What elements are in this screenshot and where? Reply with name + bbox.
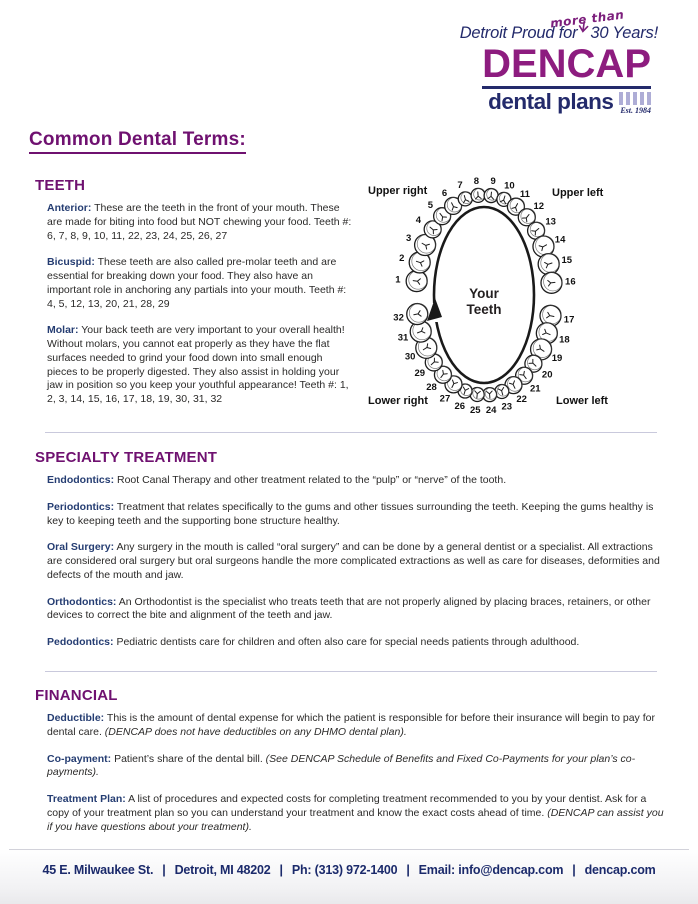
footer-contact-line	[0, 863, 698, 877]
section-divider	[45, 671, 657, 672]
section-heading-teeth: TEETH	[35, 177, 86, 194]
footer-rule	[9, 849, 689, 850]
footer-item: 45 E. Milwaukee St.	[42, 863, 154, 877]
tooth-16	[541, 272, 576, 293]
term-text: An Orthodontist is the specialist who treats teeth that are not properly aligned by placing braces, retainers, or other devices to correct the bite and alignment of the teeth and jaw.	[47, 595, 651, 622]
svg-text:14: 14	[554, 234, 566, 246]
logo-established-label: Est. 1984	[620, 106, 651, 115]
term-label: Anterior:	[47, 202, 92, 214]
svg-text:25: 25	[470, 404, 481, 416]
section-heading-financial: FINANCIAL	[35, 687, 118, 704]
term-label: Orthodontics:	[47, 595, 117, 608]
section-specialty-treatment	[35, 449, 667, 663]
term-text: Pediatric dentists care for children and often also care for special needs patients through adulthood.	[116, 636, 580, 648]
term-text: Patient’s share of the dental bill.	[114, 752, 263, 765]
term-text: These teeth are also called pre-molar teeth and are essential for breaking down your food. They also have an important role in anchoring any partials into your mouth. Teeth #: 4, 5, 12, 13, 20, 21, 28, 29	[47, 256, 347, 310]
section-divider	[45, 432, 657, 433]
term-note: (DENCAP does not have deductibles on any DHMO dental plan).	[104, 725, 407, 738]
term-definition-oral-surgery	[47, 541, 667, 582]
tooth-chart-svg	[358, 172, 692, 422]
term-text: Root Canal Therapy and other treatment related to the “pulp” or “nerve” of the tooth.	[117, 474, 507, 486]
svg-text:31: 31	[397, 332, 409, 344]
section-financial	[35, 687, 667, 847]
term-definition-anterior	[47, 202, 355, 243]
svg-text:20: 20	[541, 369, 553, 381]
footer-item: dencap.com	[584, 863, 656, 877]
tagline-part2: 30 Years!	[590, 24, 658, 42]
term-definition-deductible	[47, 712, 667, 740]
tooth-24	[483, 388, 498, 416]
brand-logo-wordmark: DENCAP	[482, 42, 651, 86]
svg-text:11: 11	[519, 188, 530, 200]
svg-text:23: 23	[501, 401, 513, 413]
term-note: (See DENCAP Schedule of Benefits and Fixed Co-Payments for your plan’s co-payments).	[47, 752, 636, 779]
svg-text:32: 32	[393, 312, 404, 324]
svg-text:6: 6	[441, 188, 448, 200]
footer-separator: |	[406, 863, 410, 877]
tooth-9	[484, 176, 498, 202]
term-definition-bicuspid	[47, 256, 355, 311]
tagline-script-note: more than	[549, 7, 625, 31]
term-definition-pedodontics	[47, 636, 667, 650]
term-text: A list of procedures and expected costs for completing treatment recommended to you by your dentist. Ask for a copy of your treatment plan so you can understand your treatment and know the exact costs ahead of time.	[47, 793, 647, 819]
svg-text:26: 26	[454, 400, 466, 412]
term-definition-treatment-plan	[47, 793, 667, 834]
svg-text:21: 21	[530, 383, 541, 395]
tooth-chart	[358, 172, 692, 422]
svg-text:27: 27	[439, 393, 451, 405]
page-footer	[0, 849, 698, 904]
svg-text:10: 10	[504, 180, 515, 192]
footer-item: Detroit, MI 48202	[174, 863, 271, 877]
label-upper-left: Upper left	[552, 187, 604, 199]
label-lower-left: Lower left	[556, 395, 608, 407]
section-heading-specialty: SPECIALTY TREATMENT	[35, 449, 218, 466]
tooth-32	[393, 304, 428, 325]
svg-text:19: 19	[551, 353, 563, 365]
page-title: Common Dental Terms:	[29, 129, 246, 154]
label-upper-right: Upper right	[368, 185, 428, 197]
chart-center-label-line1: Your	[469, 286, 499, 301]
term-definition-endodontics	[47, 474, 667, 488]
footer-item: Email: info@dencap.com	[418, 863, 564, 877]
insertion-caret-icon	[578, 20, 589, 39]
footer-separator: |	[162, 863, 166, 877]
term-label: Co-payment:	[47, 752, 112, 765]
svg-text:16: 16	[565, 276, 576, 288]
svg-text:17: 17	[563, 314, 575, 326]
svg-text:13: 13	[545, 216, 556, 228]
tooth-15	[538, 254, 573, 275]
svg-text:7: 7	[457, 179, 463, 191]
term-label: Endodontics:	[47, 474, 115, 486]
svg-text:3: 3	[406, 233, 412, 244]
svg-text:2: 2	[399, 253, 405, 265]
footer-separator: |	[279, 863, 283, 877]
term-note: (DENCAP can assist you if you have questions about your treatment).	[47, 806, 664, 833]
term-text: This is the amount of dental expense for which the patient is responsible for before their insurance will begin to pay for dental care.	[47, 712, 655, 738]
brand-header	[459, 7, 658, 115]
tooth-bars-icon	[619, 92, 651, 105]
label-lower-right: Lower right	[368, 395, 428, 407]
term-text: Treatment that relates specifically to the gums and other tissues surrounding the teeth. Keeping the gums healthy is key to keeping teeth and the supporting bone structure healthy.	[47, 500, 654, 527]
svg-text:29: 29	[414, 368, 426, 380]
term-label: Deductible:	[47, 712, 105, 724]
term-text: These are the teeth in the front of your mouth. These are made for biting into food but NOT chewing your food. Teeth #: 6, 7, 8, 9, 10, 11, 22, 23, 24, 25, 26, 27	[47, 202, 352, 242]
footer-item: Ph: (313) 972-1400	[291, 863, 398, 877]
svg-text:24: 24	[485, 405, 497, 417]
footer-separator: |	[572, 863, 576, 877]
svg-text:8: 8	[473, 175, 480, 187]
term-text: Any surgery in the mouth is called “oral surgery” and can be done by a general dentist or a specialist. All extractions are considered oral surgery but oral surgeons handle the more complicated extractions as well as care for diseases, deformities and defects of the mouth and jaw.	[47, 541, 660, 581]
term-label: Periodontics:	[47, 500, 115, 513]
svg-text:5: 5	[427, 199, 434, 211]
term-definition-orthodontics	[47, 596, 667, 624]
term-definition-molar	[47, 324, 355, 407]
tagline-part1: Detroit Proud for	[459, 24, 578, 42]
term-label: Oral Surgery:	[47, 541, 115, 554]
svg-text:22: 22	[516, 394, 527, 406]
svg-text:1: 1	[395, 274, 401, 286]
term-text: Your back teeth are very important to your overall health! Without molars, you cannot eat properly as they have the flat surfaces needed to grind your food down into small enough pieces to be properly digested. They also assist in holding your jaw in position so you keep your youthful appearance! Teeth #: 1, 2, 3, 14, 15, 16, 17, 18, 19, 30, 31, 32	[47, 324, 349, 405]
term-definition-periodontics	[47, 501, 667, 529]
svg-text:18: 18	[559, 334, 570, 346]
svg-text:12: 12	[533, 201, 545, 213]
tooth-7	[457, 180, 472, 206]
brand-logo	[482, 44, 651, 115]
term-definition-co-payment	[47, 753, 667, 781]
svg-text:9: 9	[490, 176, 496, 188]
term-label: Pedodontics:	[47, 636, 114, 648]
term-label: Molar:	[47, 324, 79, 337]
svg-text:28: 28	[426, 382, 437, 394]
svg-text:4: 4	[415, 215, 421, 227]
tooth-8	[471, 176, 485, 202]
svg-text:15: 15	[561, 254, 573, 266]
brand-logo-subtitle: dental plans	[488, 89, 614, 114]
svg-text:30: 30	[404, 351, 416, 363]
chart-center-label-line2: Teeth	[466, 302, 502, 317]
term-label: Treatment Plan:	[47, 793, 126, 805]
tooth-1	[395, 271, 427, 292]
term-label: Bicuspid:	[47, 256, 95, 269]
section-teeth	[35, 177, 355, 420]
